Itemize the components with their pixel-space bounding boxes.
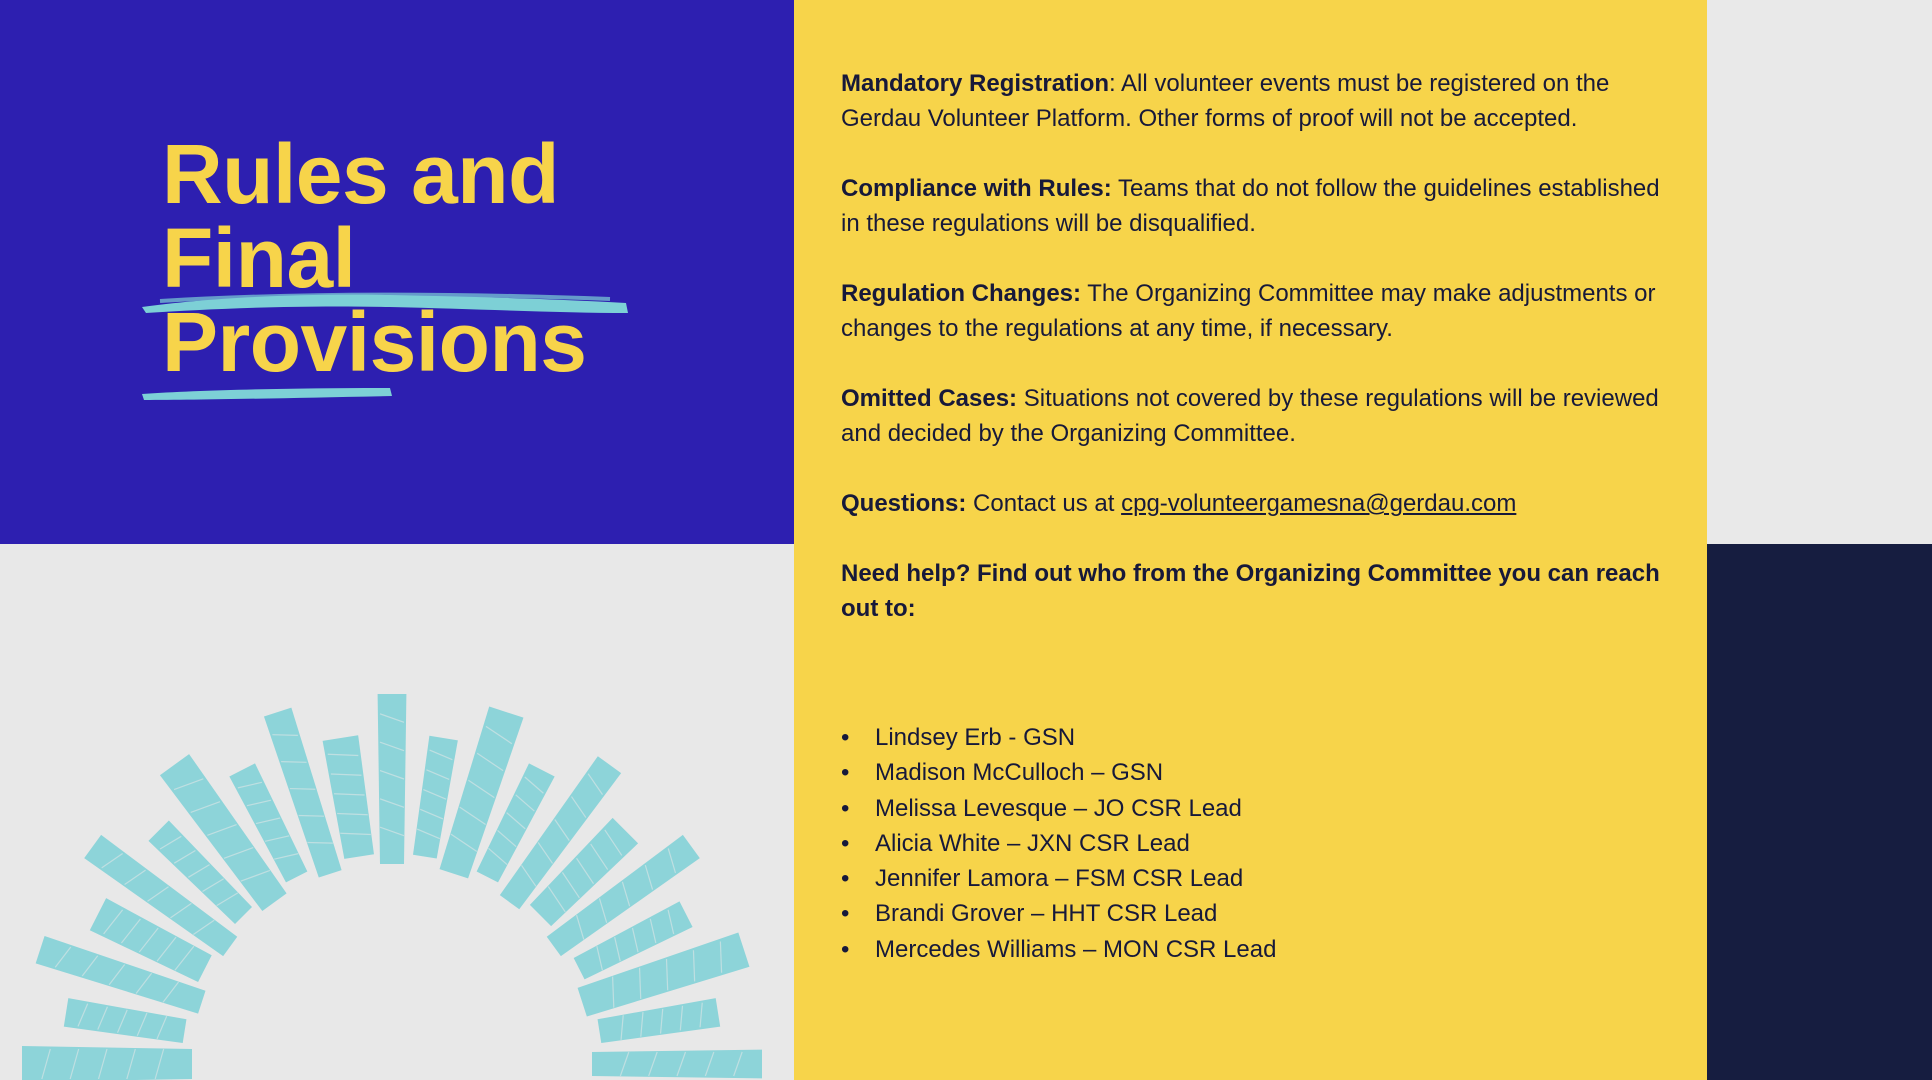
rule-text: All volunteer events must be registered on the Gerdau Volunteer Platform. Other forms of proof will not be accepted.: [841, 70, 1610, 132]
rule-omitted-cases: [841, 381, 1671, 451]
contact-email-link[interactable]: cpg-volunteergamesna@gerdau.com: [1121, 490, 1517, 517]
sunburst-decoration: [0, 544, 794, 1080]
sunburst-ray: [592, 1050, 762, 1079]
decoration-panel: [0, 544, 794, 1080]
rule-label: Regulation Changes:: [841, 280, 1082, 307]
title-panel: [0, 0, 794, 544]
rule-compliance: [841, 171, 1671, 241]
list-item: [841, 861, 1276, 896]
list-item: [841, 896, 1276, 931]
bullet: •: [841, 935, 850, 963]
rules-content: [841, 66, 1671, 626]
contact-name: Alicia White – JXN CSR Lead: [875, 829, 1190, 857]
list-item: [841, 720, 1276, 755]
contact-name: Brandi Grover – HHT CSR Lead: [875, 900, 1218, 928]
title-line-2: Final: [162, 211, 356, 305]
contact-name: Lindsey Erb - GSN: [875, 724, 1076, 751]
rule-label: Mandatory Registration: [841, 70, 1110, 97]
bullet: •: [841, 724, 850, 751]
rule-mandatory-registration: [841, 66, 1671, 136]
contact-name: Melissa Levesque – JO CSR Lead: [875, 794, 1242, 822]
title-line-1: Rules and: [162, 127, 559, 221]
rule-text: Situations not covered by these regulations will be reviewed and decided by the Organizing Committee.: [841, 385, 1659, 447]
list-item: [841, 826, 1276, 861]
bullet: •: [841, 900, 850, 928]
sunburst-hatch: [307, 842, 332, 843]
bullet: •: [841, 829, 850, 857]
title-line-3: Provisions: [162, 295, 587, 389]
sunburst-hatch: [299, 816, 324, 817]
rule-label: Omitted Cases:: [841, 385, 1018, 412]
contact-name: Mercedes Williams – MON CSR Lead: [875, 935, 1277, 963]
bullet: •: [841, 759, 850, 787]
sunburst-hatch: [281, 762, 306, 763]
committee-contact-list: [841, 720, 1276, 967]
sunburst-hatch: [290, 789, 315, 790]
rule-text: The Organizing Committee may make adjustments or changes to the regulations at any time, if necessary.: [841, 280, 1656, 342]
list-item: [841, 755, 1276, 790]
rule-text: Teams that do not follow the guidelines established in these regulations will be disqualified.: [841, 175, 1660, 237]
contact-name: Madison McCulloch – GSN: [875, 759, 1164, 787]
questions-label: Questions:: [841, 490, 967, 517]
accent-block-navy: [1707, 544, 1932, 1080]
questions-text: Contact us at: [966, 490, 1122, 517]
help-heading: Need help? Find out who from the Organizing Committee you can reach out to:: [841, 560, 1660, 622]
questions-line: [841, 486, 1671, 521]
rule-separator: :: [1109, 70, 1116, 97]
sunburst-ray: [64, 998, 187, 1043]
rule-regulation-changes: [841, 276, 1671, 346]
bullet: •: [841, 865, 850, 893]
list-item: [841, 791, 1276, 826]
sunburst-ray: [378, 694, 407, 864]
bullet: •: [841, 794, 850, 822]
page-title: [162, 127, 682, 389]
contact-name: Jennifer Lamora – FSM CSR Lead: [875, 865, 1244, 893]
list-item: [841, 932, 1276, 967]
sunburst-hatch: [272, 735, 297, 736]
accent-block-gray: [1707, 0, 1932, 544]
rule-label: Compliance with Rules:: [841, 175, 1112, 202]
